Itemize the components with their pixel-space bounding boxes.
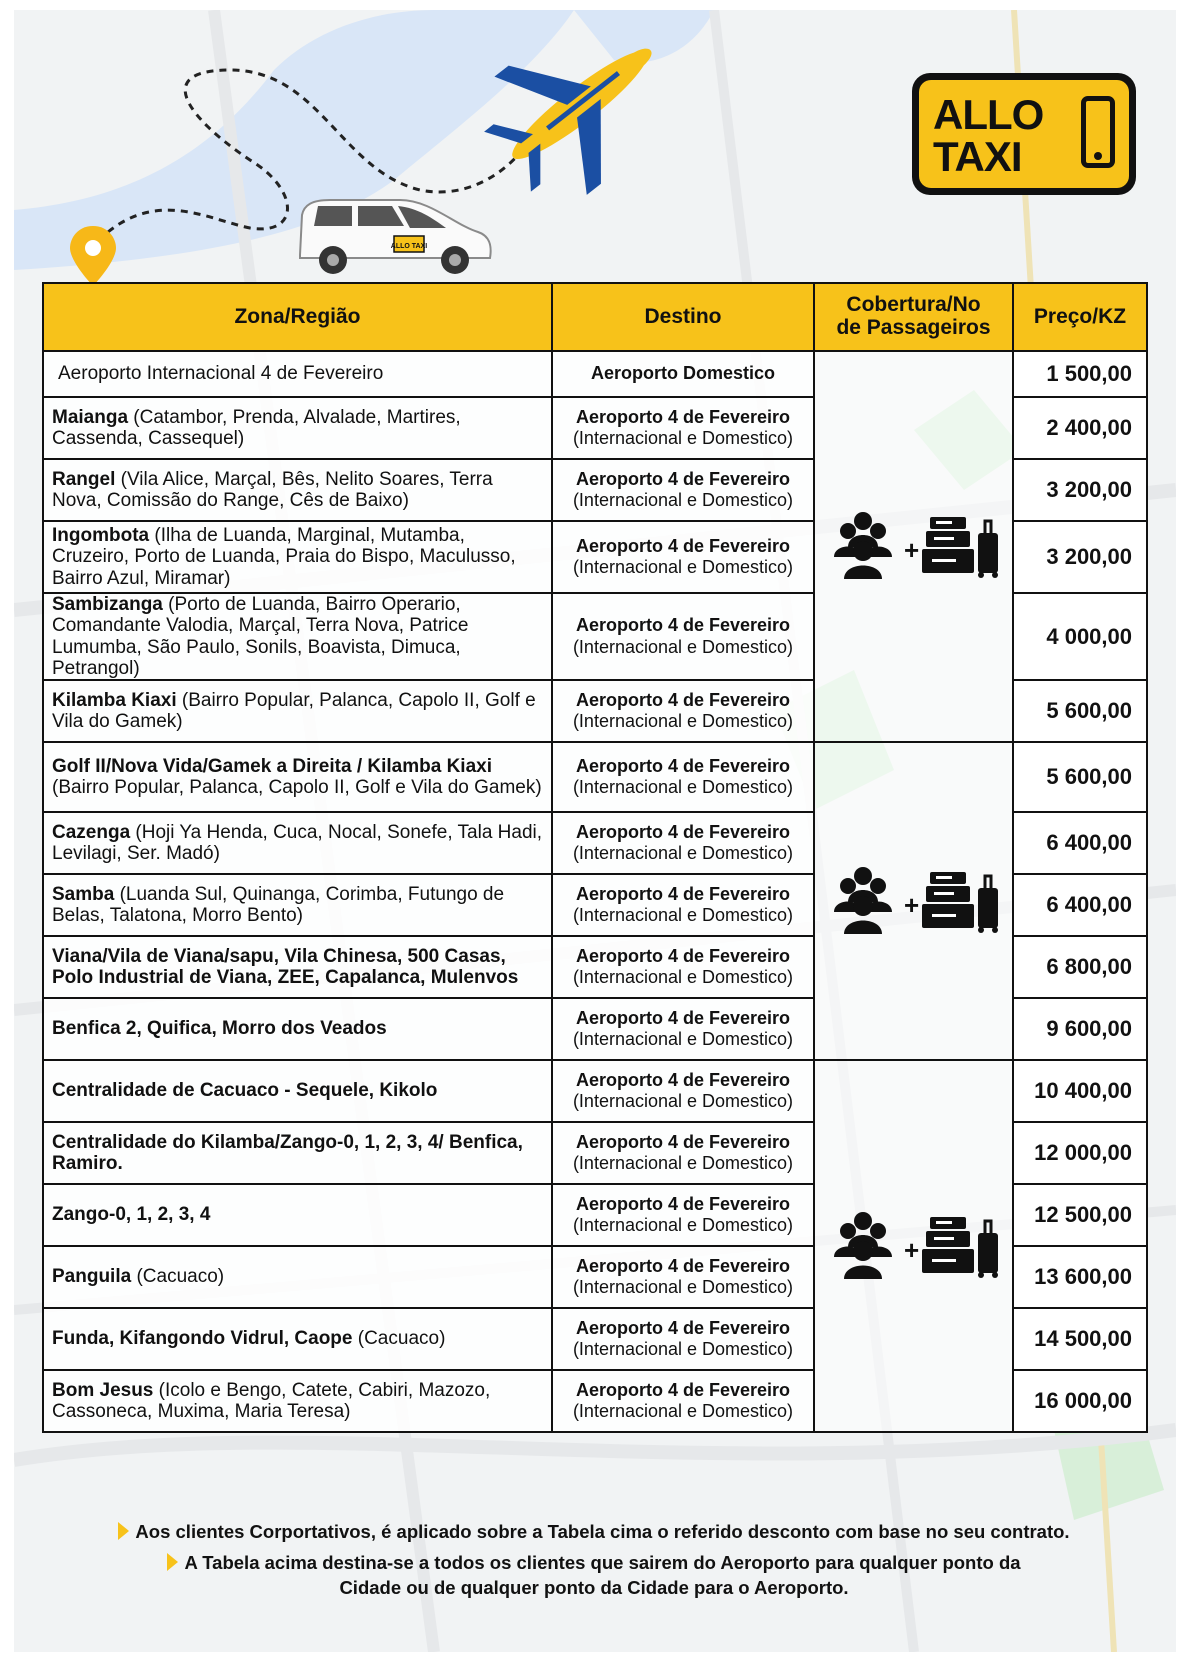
destino-main: Aeroporto 4 de Fevereiro [575,535,791,556]
table-row [43,351,1147,397]
bullet-arrow-icon [118,1522,129,1540]
destino-cell [552,998,814,1060]
bullet-arrow-icon [167,1553,178,1571]
destino-sub: (Internacional e Domestico) [572,490,794,510]
destino-main: Aeroporto 4 de Fevereiro [575,1255,791,1276]
destino-cell [552,1246,814,1308]
price-cell: 12 000,00 [1013,1122,1147,1184]
header-cobertura-l1: Cobertura/No [846,293,981,317]
zona-cell [43,351,552,397]
destino-sub: (Internacional e Domestico) [572,1339,794,1360]
header-cobertura-l2: de Passageiros [836,316,991,339]
zona-details: (Cacuaco) [131,1266,225,1288]
zona-name: Kilamba Kiaxi [52,689,177,711]
destino-cell [552,1370,814,1432]
zona-cell [43,874,552,936]
destino-sub: (Internacional e Domestico) [572,557,794,577]
destino-cell [552,351,814,397]
destino-main: Aeroporto 4 de Fevereiro [575,615,791,636]
destino-cell [552,1122,814,1184]
destino-main: Aeroporto 4 de Fevereiro [575,1007,791,1028]
coverage-icon [826,1209,1002,1279]
plus-sign: + [903,1234,919,1265]
taxi-car-icon [300,200,491,274]
destino-cell [552,593,814,680]
zona-cell [43,1184,552,1246]
airplane-icon [461,0,696,221]
zona-details: (Bairro Popular, Palanca, Capolo II, Golf e Vila do Gamek) [52,689,536,733]
allo-taxi-logo [912,73,1136,195]
price-cell: 14 500,00 [1013,1308,1147,1370]
zona-name: Benfica 2, Quifica, Morro dos Veados [52,1018,387,1040]
price-cell: 3 200,00 [1013,521,1147,593]
logo-panel [919,80,1129,188]
destino-main: Aeroporto 4 de Fevereiro [575,406,791,427]
destino-sub: (Internacional e Domestico) [572,967,794,988]
zona-details: (Bairro Popular, Palanca, Capolo II, Golf e Vila do Gamek) [52,777,542,799]
destino-main: Aeroporto 4 de Fevereiro [575,1069,791,1090]
cobertura-cell [814,351,1013,742]
zona-name: Rangel [52,468,116,490]
luggage-icon [922,872,998,933]
zona-details: Aeroporto Internacional 4 de Fevereiro [58,363,384,385]
zona-cell [43,998,552,1060]
destino-main: Aeroporto 4 de Fevereiro [575,1379,791,1400]
zona-cell [43,1370,552,1432]
destino-sub: (Internacional e Domestico) [572,1215,794,1236]
phone-icon [1081,96,1115,168]
header-cobertura [814,283,1013,351]
destino-main: Aeroporto Domestico [590,363,776,384]
zona-details: (Porto de Luanda, Bairro Operario, Comandante Valodia, Marçal, Terra Nova, Patrice Lumumba, São Paulo, Sonils, Boavista, Dimuca, Petrangol) [52,594,469,679]
header-zona: Zona/Região [43,283,552,351]
zona-cell [43,1308,552,1370]
passengers-group-icon [834,512,892,579]
destino-sub: (Internacional e Domestico) [572,1401,794,1422]
destino-sub: (Internacional e Domestico) [572,777,794,798]
destino-cell [552,742,814,812]
zona-details: (Hoji Ya Henda, Cuca, Nocal, Sonefe, Tala Hadi, Levilagi, Ser. Madó) [52,821,543,865]
table-row [43,1060,1147,1122]
footer-notes [42,1520,1146,1601]
destino-main: Aeroporto 4 de Fevereiro [575,1193,791,1214]
header-destino: Destino [552,283,814,351]
passengers-group-icon [834,867,892,934]
logo-word-taxi: TAXI [933,133,1022,180]
zona-details: (Cacuaco) [352,1328,446,1350]
zona-details: (Catambor, Prenda, Alvalade, Martires, Cassenda, Cassequel) [52,406,461,449]
price-cell: 5 600,00 [1013,680,1147,742]
plus-sign: + [903,889,919,920]
zona-name: Maianga [52,406,129,428]
note-1-text: Aos clientes Corportativos, é aplicado sobre a Tabela cima o referido desconto com base no seu contrato. [135,1521,1070,1542]
price-cell: 4 000,00 [1013,593,1147,680]
price-cell: 12 500,00 [1013,1184,1147,1246]
zona-cell [43,680,552,742]
price-cell: 2 400,00 [1013,397,1147,459]
zona-cell [43,812,552,874]
zona-name: Bom Jesus [52,1379,154,1401]
zona-cell [43,742,552,812]
destino-sub: (Internacional e Domestico) [572,711,794,732]
price-cell: 16 000,00 [1013,1370,1147,1432]
destino-cell [552,1060,814,1122]
luggage-icon [922,1217,998,1278]
logo-word-allo: ALLO [933,91,1044,138]
zona-cell [43,397,552,459]
zona-details: (Vila Alice, Marçal, Bês, Nelito Soares, Terra Nova, Comissão do Range, Cês de Baixo) [52,468,493,511]
price-table [42,282,1148,1433]
note-corporate [42,1520,1146,1545]
zona-cell [43,1060,552,1122]
destino-main: Aeroporto 4 de Fevereiro [575,821,791,842]
zona-name: Golf II/Nova Vida/Gamek a Direita / Kilamba Kiaxi [52,755,492,777]
price-cell: 6 400,00 [1013,874,1147,936]
destino-sub: (Internacional e Domestico) [572,1277,794,1298]
destino-main: Aeroporto 4 de Fevereiro [575,883,791,904]
destino-sub: (Internacional e Domestico) [572,843,794,864]
zona-name: Funda, Kifangondo Vidrul, Caope [52,1328,353,1350]
zona-cell [43,521,552,593]
destino-cell [552,397,814,459]
zona-name: Viana/Vila de Viana/sapu, Vila Chinesa, 500 Casas, Polo Industrial de Viana, ZEE, Capalanca, Mulenvos [52,945,519,989]
table-row [43,742,1147,812]
destino-main: Aeroporto 4 de Fevereiro [575,689,791,710]
destino-sub: (Internacional e Domestico) [572,428,794,448]
table-body [43,351,1147,1432]
destino-sub: (Internacional e Domestico) [572,636,794,657]
zona-name: Zango-0, 1, 2, 3, 4 [52,1204,211,1226]
zona-cell [43,459,552,521]
header-preco: Preço/KZ [1013,283,1147,351]
zona-name: Panguila [52,1266,132,1288]
zona-details: (Ilha de Luanda, Marginal, Mutamba, Cruzeiro, Porto de Luanda, Praia do Bispo, Maculusso, Bairro Azul, Miramar) [52,525,516,589]
destino-main: Aeroporto 4 de Fevereiro [575,1131,791,1152]
luggage-icon [922,517,998,578]
coverage-icon [826,509,1002,579]
destino-sub: (Internacional e Domestico) [572,1153,794,1174]
coverage-icon [826,864,1002,934]
price-cell: 10 400,00 [1013,1060,1147,1122]
car-badge: ALLO TAXI [390,243,428,250]
destino-cell [552,680,814,742]
price-cell: 6 800,00 [1013,936,1147,998]
table-header-row [43,283,1147,351]
note-2-line-2: Cidade ou de qualquer ponto da Cidade para o Aeroporto. [339,1576,849,1598]
destino-main: Aeroporto 4 de Fevereiro [575,945,791,966]
destino-cell [552,521,814,593]
destino-cell [552,1308,814,1370]
destino-sub: (Internacional e Domestico) [572,1029,794,1050]
note-2-line-1: A Tabela acima destina-se a todos os clientes que sairem do Aeroporto para qualquer ponto da [184,1551,1021,1573]
destino-cell [552,874,814,936]
zona-name: Ingombota [52,525,150,547]
destino-cell [552,936,814,998]
zona-cell [43,593,552,680]
price-cell: 3 200,00 [1013,459,1147,521]
zona-details: (Luanda Sul, Quinanga, Corimba, Futungo de Belas, Talatona, Morro Bento) [52,883,505,927]
zona-cell [43,1122,552,1184]
price-cell: 13 600,00 [1013,1246,1147,1308]
price-cell: 5 600,00 [1013,742,1147,812]
price-cell: 6 400,00 [1013,812,1147,874]
passengers-group-icon [834,1212,892,1279]
destino-cell [552,1184,814,1246]
zona-name: Centralidade de Cacuaco - Sequele, Kikolo [52,1080,438,1102]
destino-cell [552,812,814,874]
destino-cell [552,459,814,521]
cobertura-cell [814,1060,1013,1432]
note-coverage [42,1551,1146,1601]
zona-name: Sambizanga [52,594,163,615]
destino-main: Aeroporto 4 de Fevereiro [575,468,791,489]
price-cell: 1 500,00 [1013,351,1147,397]
cobertura-cell [814,742,1013,1060]
zona-details: (Icolo e Bengo, Catete, Cabiri, Mazozo, Cassoneca, Muxima, Maria Teresa) [52,1379,491,1423]
zona-name: Centralidade do Kilamba/Zango-0, 1, 2, 3, 4/ Benfica, Ramiro. [52,1131,523,1175]
destino-main: Aeroporto 4 de Fevereiro [575,755,791,776]
destino-sub: (Internacional e Domestico) [572,1091,794,1112]
location-pin-icon [70,226,116,286]
zona-name: Cazenga [52,821,131,843]
destino-main: Aeroporto 4 de Fevereiro [575,1317,791,1338]
zona-name: Samba [52,883,115,905]
plus-sign: + [903,535,919,566]
zona-cell [43,1246,552,1308]
price-cell: 9 600,00 [1013,998,1147,1060]
destino-sub: (Internacional e Domestico) [572,905,794,926]
zona-cell [43,936,552,998]
